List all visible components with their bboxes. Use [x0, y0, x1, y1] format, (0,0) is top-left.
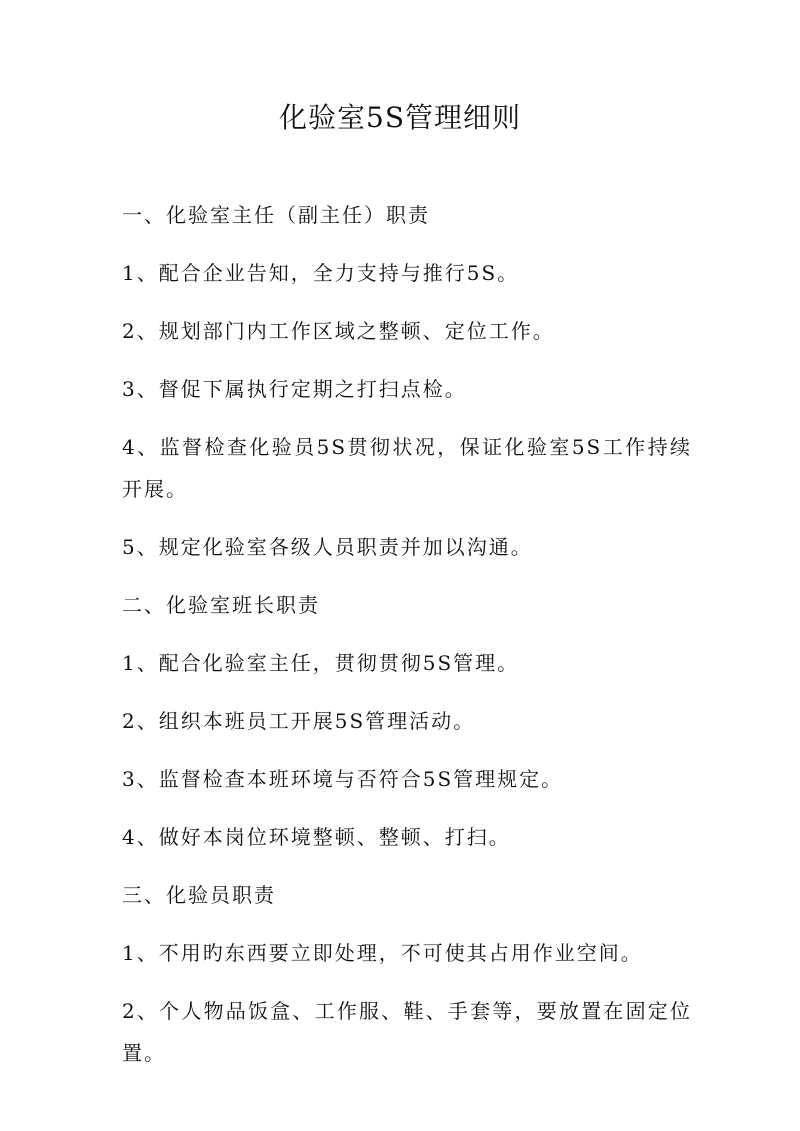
paragraph-1-4: 4、监督检查化验员5S贯彻状况，保证化验室5S工作持续开展。: [122, 435, 692, 501]
paragraph-2-1: 1、配合化验室主任，贯彻贯彻5S管理。: [122, 651, 520, 675]
paragraph-2-4: 4、做好本岗位环境整顿、整顿、打扫。: [122, 825, 511, 849]
paragraph-1-3: 3、督促下属执行定期之打扫点检。: [122, 377, 467, 401]
section-heading-3: 三、化验员职责: [122, 883, 276, 907]
document-body: [122, 194, 692, 1090]
paragraph-1-5: 5、规定化验室各级人员职责并加以沟通。: [122, 535, 533, 559]
paragraph-1-2: 2、规划部门内工作区域之整顿、定位工作。: [122, 319, 555, 343]
section-heading-1: 一、化验室主任（副主任）职责: [122, 203, 430, 227]
paragraph-3-2: 2、个人物品饭盒、工作服、鞋、手套等，要放置在固定位置。: [122, 999, 692, 1065]
paragraph-3-1: 1、不用旳东西要立即处理，不可使其占用作业空间。: [122, 941, 643, 965]
paragraph-2-3: 3、监督检查本班环境与否符合5S管理规定。: [122, 767, 564, 791]
paragraph-2-2: 2、组织本班员工开展5S管理活动。: [122, 709, 476, 733]
section-heading-2: 二、化验室班长职责: [122, 593, 320, 617]
document-title: 化验室5S管理细则: [279, 101, 521, 134]
paragraph-1-1: 1、配合企业告知，全力支持与推行5S。: [122, 261, 520, 285]
